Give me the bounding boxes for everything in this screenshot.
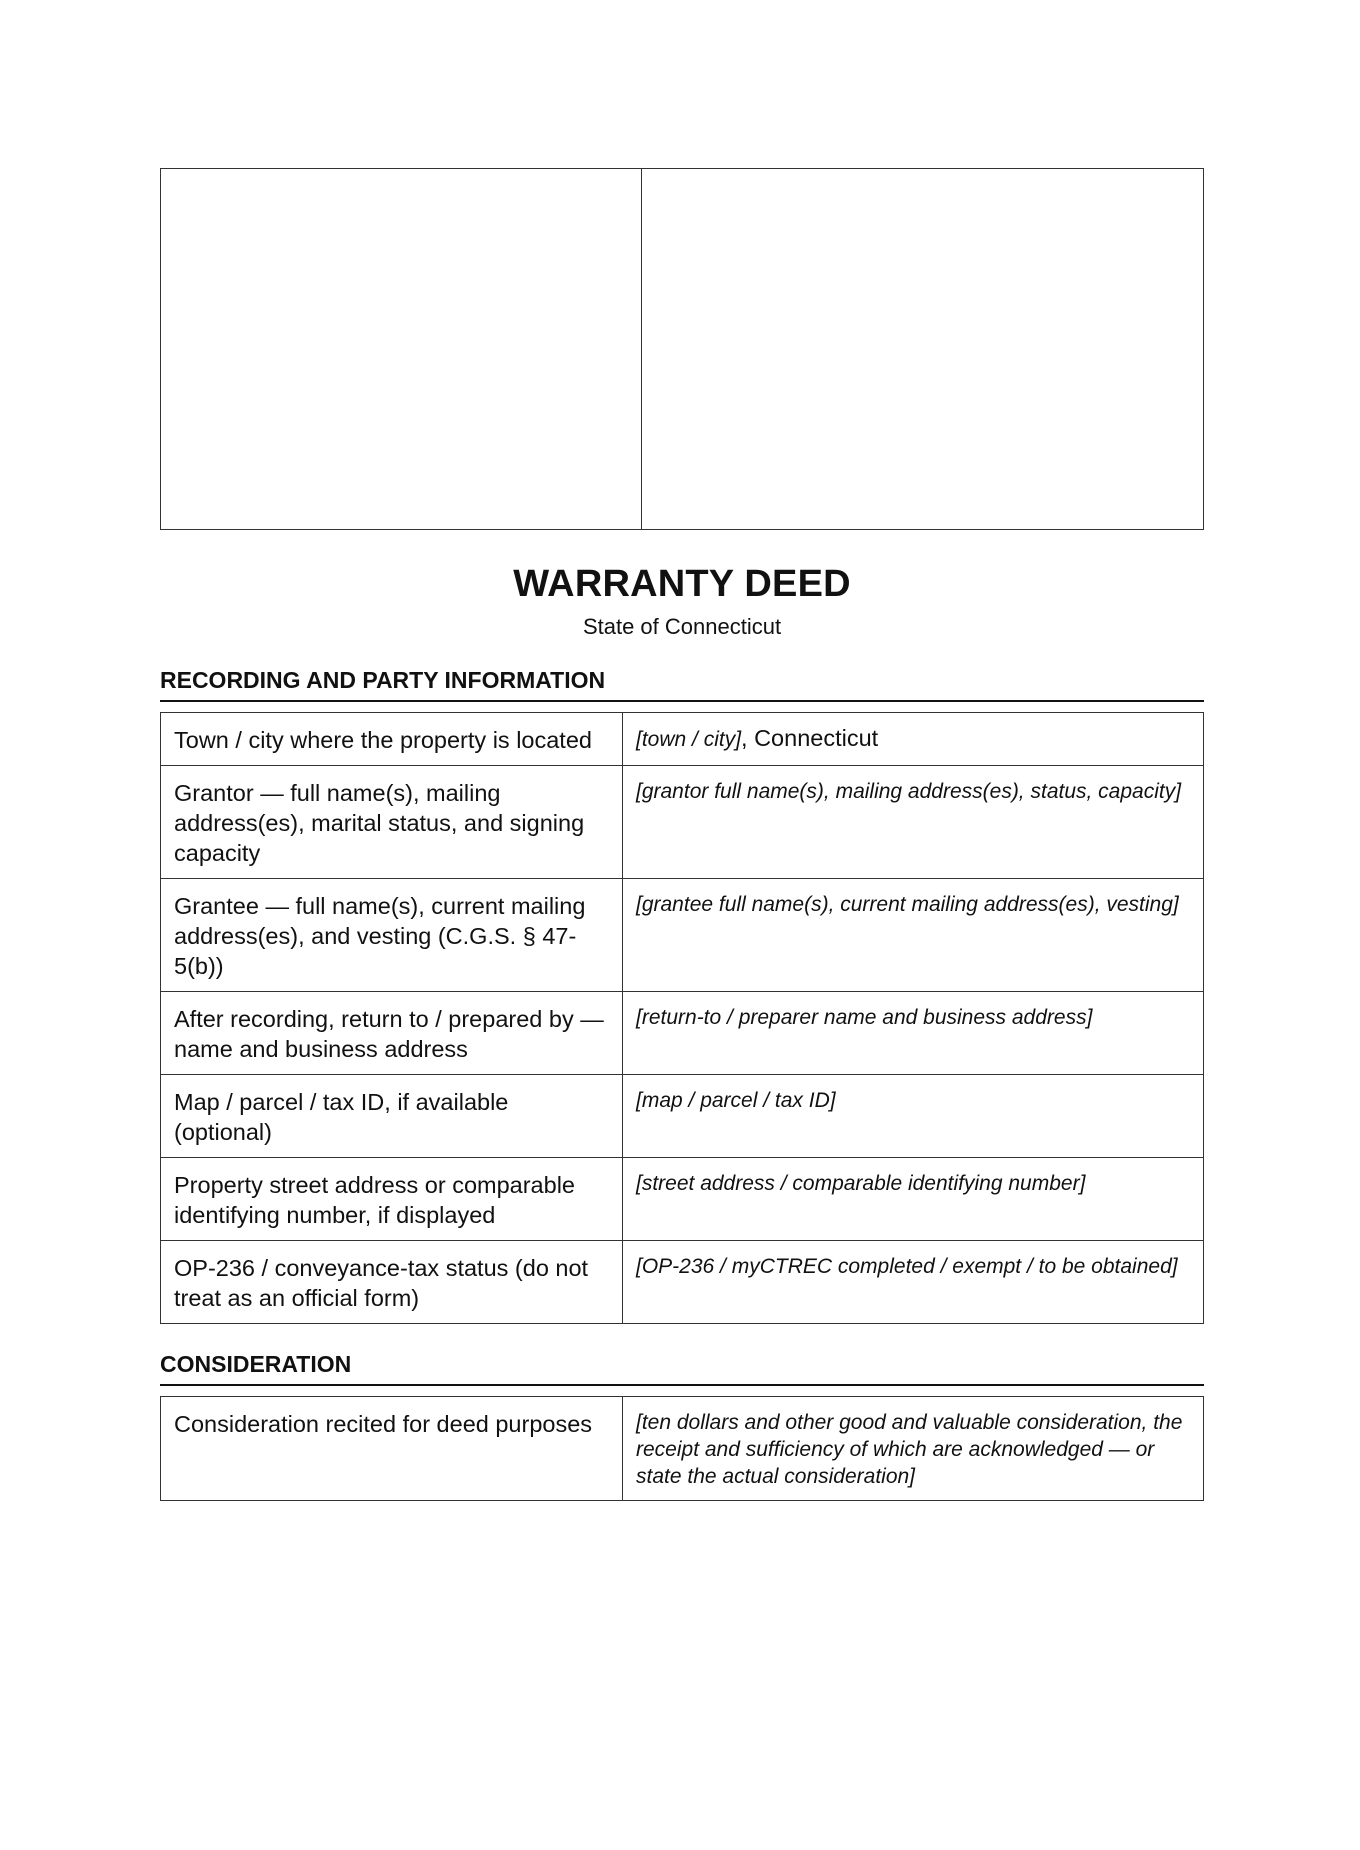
- table-row: [161, 1397, 1204, 1501]
- title-block: [160, 562, 1204, 640]
- row-value: [ten dollars and other good and valuable consideration, the receipt and sufficiency of which are acknowledged — or state the actual consideration]: [623, 1397, 1204, 1501]
- recording-party-table: [160, 712, 1204, 1324]
- table-row: [161, 879, 1204, 992]
- table-row: [161, 1075, 1204, 1158]
- row-label: After recording, return to / prepared by — name and business address: [161, 992, 623, 1075]
- row-value: [map / parcel / tax ID]: [623, 1075, 1204, 1158]
- row-value: [grantee full name(s), current mailing address(es), vesting]: [623, 879, 1204, 992]
- document-title: WARRANTY DEED: [513, 563, 851, 605]
- row-label: Map / parcel / tax ID, if available (optional): [161, 1075, 623, 1158]
- row-label: Town / city where the property is located: [161, 713, 623, 766]
- table-row: [161, 713, 1204, 766]
- row-label: OP-236 / conveyance-tax status (do not treat as an official form): [161, 1241, 623, 1324]
- section-heading-recording: RECORDING AND PARTY INFORMATION: [160, 666, 1204, 702]
- section-heading-consideration: CONSIDERATION: [160, 1350, 1204, 1386]
- row-value: [return-to / preparer name and business address]: [623, 992, 1204, 1075]
- row-label: Consideration recited for deed purposes: [161, 1397, 623, 1501]
- row-value-suffix: , Connecticut: [741, 725, 879, 751]
- row-value: [623, 713, 1204, 766]
- row-label: Grantee — full name(s), current mailing address(es), and vesting (C.G.S. § 47-5(b)): [161, 879, 623, 992]
- row-value: [OP-236 / myCTREC completed / exempt / to be obtained]: [623, 1241, 1204, 1324]
- table-row: [161, 1241, 1204, 1324]
- document-page: [160, 168, 1204, 1501]
- row-value-placeholder: [town / city]: [636, 728, 742, 751]
- recording-box-right-cell: [642, 169, 1203, 529]
- row-label: Grantor — full name(s), mailing address(es), marital status, and signing capacity: [161, 766, 623, 879]
- table-row: [161, 766, 1204, 879]
- row-value: [street address / comparable identifying number]: [623, 1158, 1204, 1241]
- consideration-table: [160, 1396, 1204, 1501]
- row-label: Property street address or comparable identifying number, if displayed: [161, 1158, 623, 1241]
- recording-box-left-cell: [161, 169, 642, 529]
- table-row: [161, 1158, 1204, 1241]
- row-value: [grantor full name(s), mailing address(es), status, capacity]: [623, 766, 1204, 879]
- document-subtitle: State of Connecticut: [582, 614, 782, 639]
- table-row: [161, 992, 1204, 1075]
- recording-box: [160, 168, 1204, 530]
